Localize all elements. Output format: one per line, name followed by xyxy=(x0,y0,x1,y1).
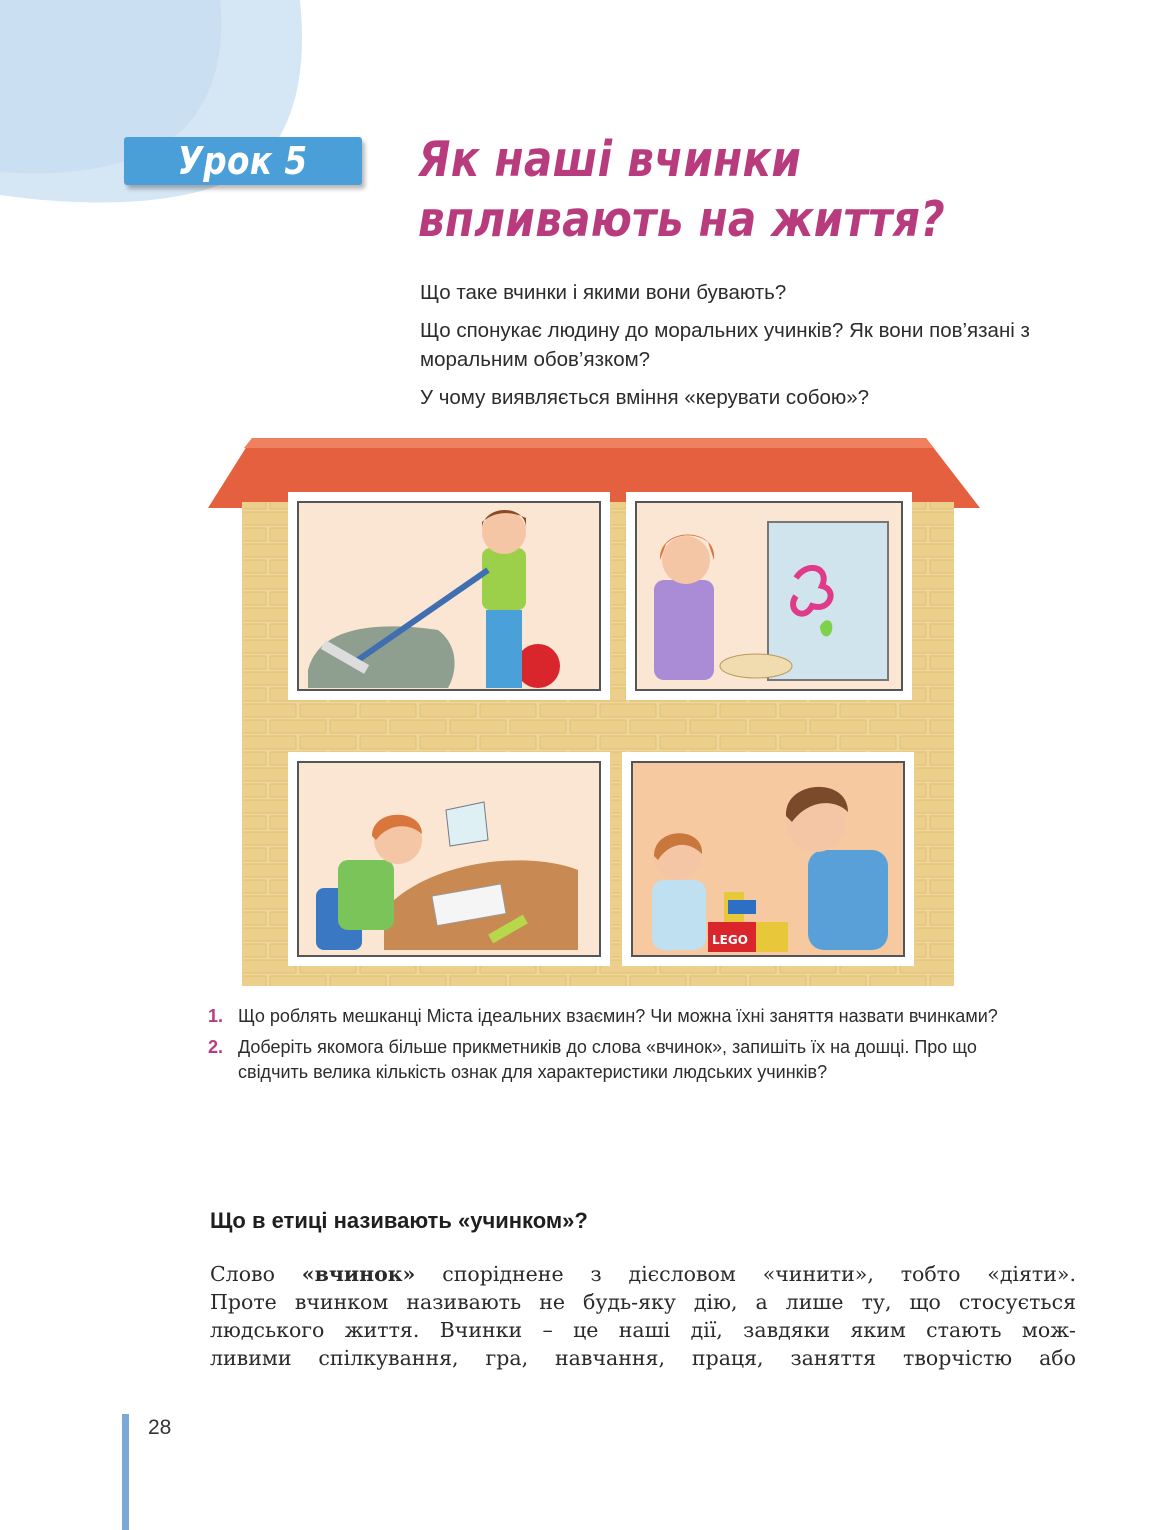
task-text: Доберіть якомога більше прикметників до слова «вчинок», запишіть їх на дошці. Про що свідчить велика кількість ознак для характеристики людських учинків? xyxy=(238,1037,977,1082)
intro-question: У чому виявляється вміння «керувати собою»? xyxy=(420,386,870,409)
body-paragraph xyxy=(210,1260,1076,1372)
lesson-title-line-1: Як наші вчинки xyxy=(418,131,802,188)
page-bar xyxy=(122,1414,129,1530)
task-list xyxy=(208,1004,1008,1091)
body-line-2: Проте вчинком називають не будь-яку дію, а лише ту, що стосується xyxy=(210,1290,1076,1314)
task-item xyxy=(208,1035,1008,1085)
task-number: 1. xyxy=(208,1006,224,1026)
body-line-4: ливими спілкування, гра, навчання, праця, заняття творчістю або xyxy=(210,1346,1076,1370)
house-illustration xyxy=(208,430,984,986)
task-text: Що роблять мешканці Міста ідеальних взаємин? Чи можна їхні заняття назвати вчинками? xyxy=(238,1006,998,1026)
lego-label: LEGO xyxy=(712,933,748,947)
woman-painting-icon xyxy=(654,522,888,680)
page-number: 28 xyxy=(148,1416,172,1439)
lesson-title-line-2: впливають на життя? xyxy=(418,191,945,248)
body-line-3: людського життя. Вчинки – це наші дії, завдяки яким стають мож- xyxy=(210,1318,1076,1342)
window-girl-studying xyxy=(288,752,610,966)
lesson-title xyxy=(418,130,1138,250)
lesson-label: Урок 5 xyxy=(178,139,308,183)
term-vchynok: «вчинок» xyxy=(301,1262,416,1286)
window-woman-painting xyxy=(626,492,912,700)
window-father-child-playing xyxy=(622,752,914,966)
task-number: 2. xyxy=(208,1037,224,1057)
lesson-badge xyxy=(124,137,362,185)
section-heading: Що в етиці називають «учинком»? xyxy=(210,1208,588,1233)
intro-question: Що таке вчинки і якими вони бувають? xyxy=(420,281,787,304)
intro-question: Що спонукає людину до моральних учинків? Як вони пов’язані з моральним обов’язком? xyxy=(420,319,1030,371)
body-line-1: Слово «вчинок» споріднене з дієсловом «чинити», тобто «діяти». xyxy=(210,1262,1076,1286)
intro-questions xyxy=(420,278,1060,421)
window-boy-vacuuming xyxy=(288,492,610,700)
task-item xyxy=(208,1004,1008,1029)
